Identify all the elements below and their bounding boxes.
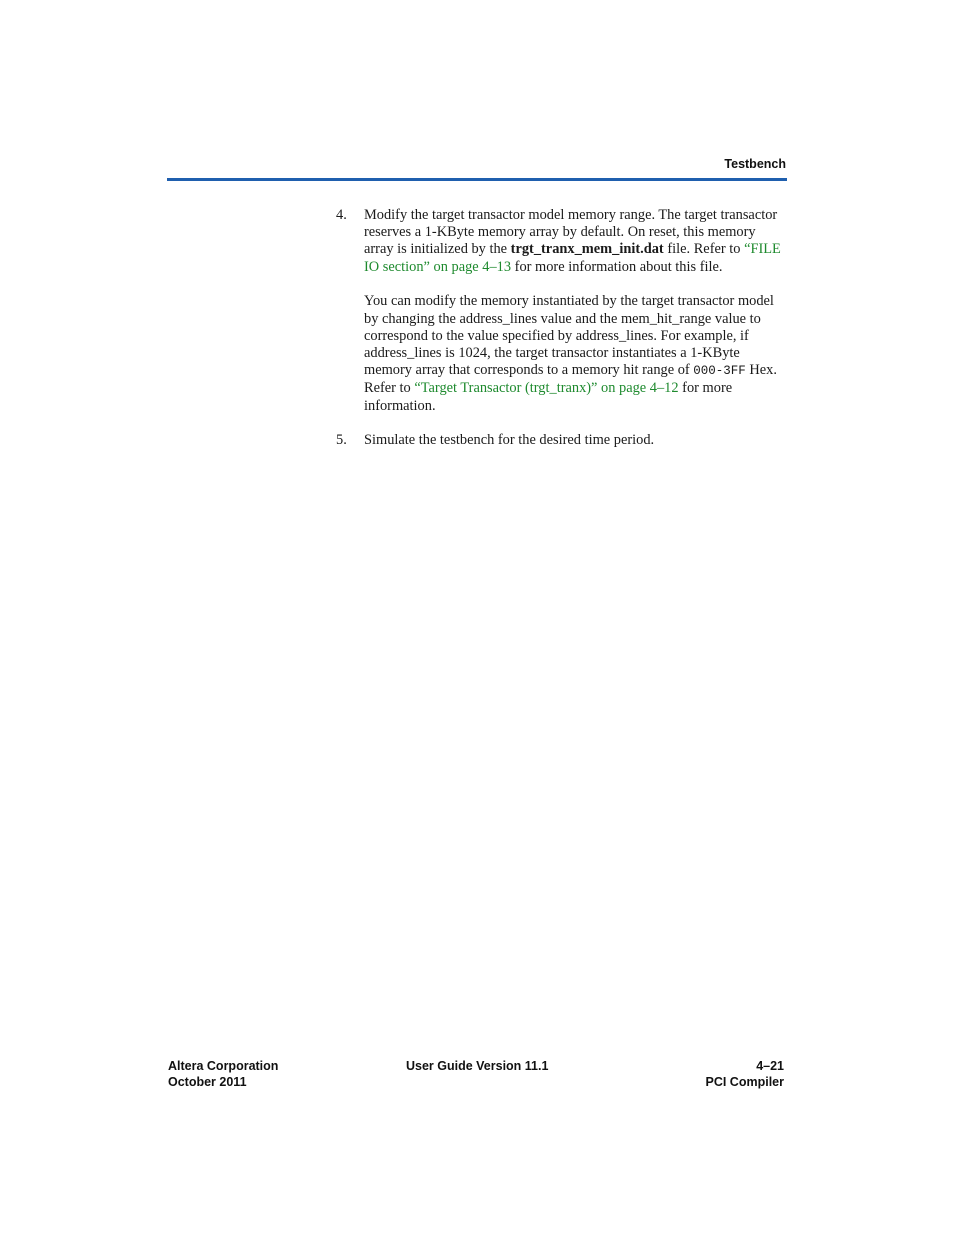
footer-product: PCI Compiler [705, 1074, 784, 1089]
footer-date: October 2011 [168, 1074, 247, 1089]
footer-version: User Guide Version 11.1 [406, 1059, 549, 1073]
code-value: 000-3FF [693, 364, 746, 379]
footer-left [168, 1059, 278, 1090]
list-item-number: 5. [336, 431, 347, 448]
page-content [336, 207, 788, 449]
footer-page-number: 4–21 [756, 1059, 784, 1073]
footer-company: Altera Corporation [168, 1059, 279, 1073]
text-run: Hex. Refer to [364, 362, 777, 397]
list-item-number: 4. [336, 207, 347, 223]
running-header-title: Testbench [724, 157, 786, 171]
text-run: Modify the target transactor model memory range. The target transactor reserves a 1-KByte memory array by default. On reset, this memory array is initialized by the [364, 207, 778, 258]
paragraph: Simulate the testbench for the desired time period. [364, 431, 655, 448]
header-rule [167, 178, 787, 181]
list-item [336, 207, 788, 415]
text-run: for more information about this file. [511, 258, 723, 275]
text-run: You can modify the memory instantiated by the target transactor model by changing the address_lines value and the mem_hit_range value to correspond to the value specified by address_lines. For example, if address_lines is 1024, the target transactor instantiates a 1-KByte memory array that corresponds to a memory hit range of [364, 293, 774, 379]
text-run: file. Refer to [663, 241, 745, 258]
text-run: for more information. [364, 380, 733, 414]
footer-right [706, 1059, 785, 1090]
cross-reference-link[interactable]: “FILE IO section” on page 4–13 [364, 241, 781, 275]
file-name: trgt_tranx_mem_init.dat [510, 241, 664, 258]
paragraph [364, 207, 788, 276]
list-item-body [364, 207, 788, 415]
list-item-body [364, 432, 788, 449]
footer-center [406, 1059, 548, 1075]
cross-reference-link[interactable]: “Target Transactor (trgt_tranx)” on page 4–12 [414, 380, 679, 397]
paragraph [364, 293, 788, 414]
list-item [336, 432, 788, 449]
